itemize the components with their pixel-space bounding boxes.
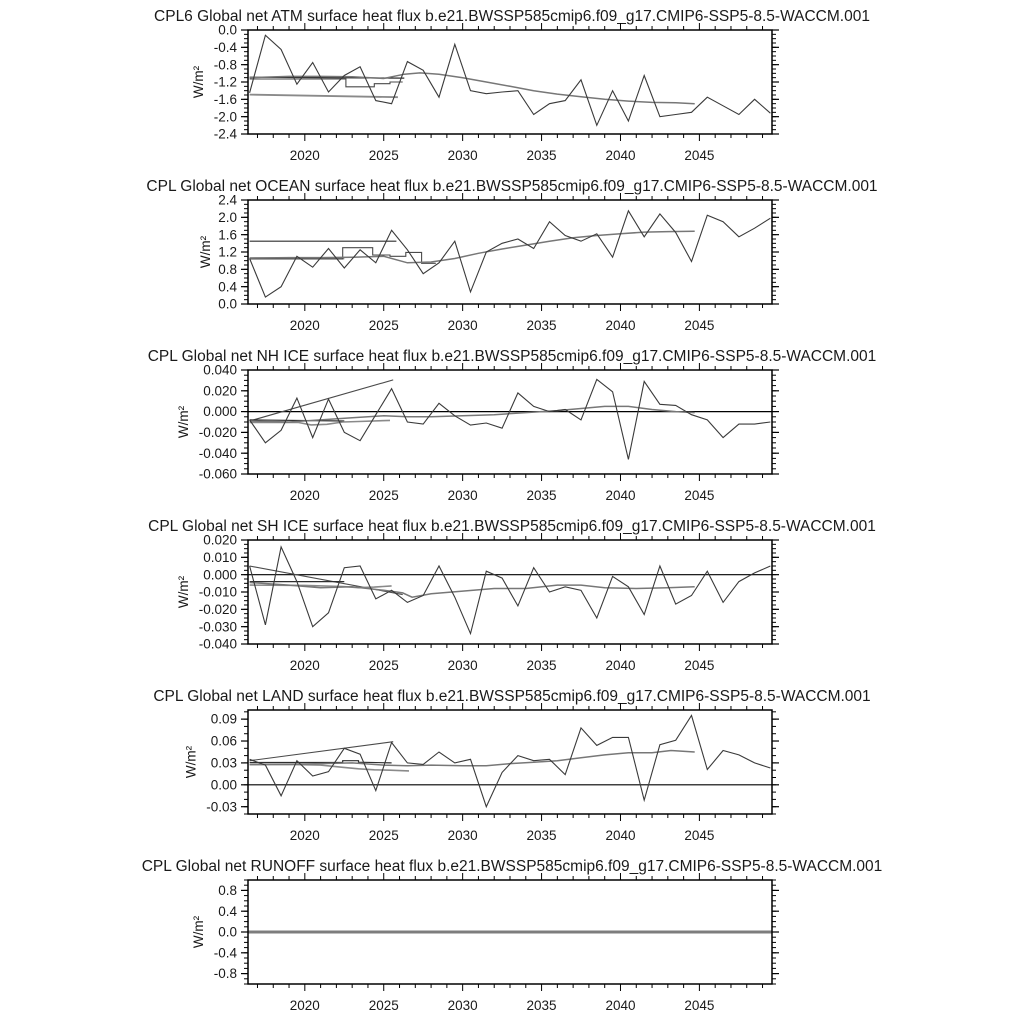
plot-frame	[248, 370, 772, 474]
x-tick-label: 2040	[605, 318, 636, 333]
chart-title: CPL Global net RUNOFF surface heat flux b.e21.BWSSP585cmip6.f09_g17.CMIP6-SSP5-8.5-WACCM.001	[141, 858, 883, 875]
y-tick-label: 1.6	[218, 227, 237, 243]
chart-plot-ocean	[0, 170, 1024, 340]
x-tick-label: 2030	[447, 318, 478, 333]
y-tick-label: -0.030	[198, 619, 237, 635]
y-tick-label: 0.4	[218, 903, 237, 919]
y-axis-units-label: W/m²	[176, 405, 192, 439]
x-tick-label: 2025	[368, 828, 399, 843]
running-mean-line	[250, 406, 695, 422]
y-axis-units-label: W/m²	[190, 65, 206, 99]
y-tick-label: 0.8	[218, 261, 237, 277]
chart-title: CPL Global net SH ICE surface heat flux b.e21.BWSSP585cmip6.f09_g17.CMIP6-SSP5-8.5-WACCM.001	[148, 518, 876, 535]
plot-frame	[248, 200, 772, 304]
y-tick-label: 0.4	[218, 279, 237, 295]
y-tick-label: 0.00	[210, 777, 237, 793]
plot-frame	[248, 30, 772, 134]
y-tick-label: -2.4	[213, 126, 237, 142]
y-tick-label: -0.03	[206, 799, 237, 815]
running-mean-line	[250, 583, 695, 598]
series-group	[248, 547, 772, 634]
x-tick-label: 2020	[289, 658, 320, 673]
x-tick-label: 2030	[447, 658, 478, 673]
x-tick-label: 2045	[684, 658, 715, 673]
chart-atm-heat-flux	[0, 0, 1024, 170]
chart-plot-atm	[0, 0, 1024, 170]
y-tick-label: 0.0	[218, 296, 237, 312]
x-tick-label: 2025	[368, 998, 399, 1013]
x-tick-label: 2035	[526, 998, 557, 1013]
annual-mean-line	[250, 716, 771, 807]
y-tick-label: 0.0	[218, 22, 237, 38]
y-tick-label: -1.2	[213, 74, 237, 90]
x-tick-label: 2030	[447, 828, 478, 843]
chart-ocean-heat-flux	[0, 170, 1024, 340]
x-tick-label: 2045	[684, 488, 715, 503]
series-group	[250, 211, 771, 297]
y-tick-label: 0.0	[218, 924, 237, 940]
x-tick-label: 2040	[605, 488, 636, 503]
x-tick-label: 2025	[368, 318, 399, 333]
y-tick-label: -0.020	[198, 425, 237, 440]
series-group	[248, 379, 772, 459]
x-tick-label: 2040	[605, 998, 636, 1013]
y-tick-label: -0.020	[198, 601, 237, 617]
x-tick-label: 2040	[605, 828, 636, 843]
trend-line	[250, 380, 394, 421]
x-tick-label: 2030	[447, 998, 478, 1013]
y-tick-label: 1.2	[218, 244, 237, 260]
y-tick-label: -2.0	[213, 109, 237, 125]
y-tick-label: 0.06	[210, 733, 237, 749]
x-tick-label: 2045	[684, 828, 715, 843]
y-tick-label: 0.000	[203, 404, 237, 420]
chart-nh-ice-heat-flux	[0, 340, 1024, 510]
y-axis-units-label: W/m²	[190, 915, 206, 949]
x-tick-label: 2035	[526, 828, 557, 843]
y-tick-label: 0.09	[210, 711, 237, 727]
x-tick-label: 2030	[447, 148, 478, 163]
y-tick-label: 0.000	[203, 567, 237, 583]
trend-line	[250, 742, 394, 761]
y-tick-label: -0.4	[213, 945, 237, 961]
x-tick-label: 2045	[684, 148, 715, 163]
x-tick-label: 2020	[289, 488, 320, 503]
chart-plot-runoff	[0, 850, 1024, 1020]
y-tick-label: -0.4	[213, 39, 237, 55]
x-tick-label: 2040	[605, 148, 636, 163]
chart-land-heat-flux	[0, 680, 1024, 850]
x-tick-label: 2020	[289, 998, 320, 1013]
y-tick-label: 0.03	[210, 755, 237, 771]
y-tick-label: -0.060	[198, 466, 237, 482]
annual-mean-line	[250, 547, 771, 634]
chart-runoff-heat-flux	[0, 850, 1024, 1020]
chart-plot-land	[0, 680, 1024, 850]
x-tick-label: 2035	[526, 148, 557, 163]
chart-title: CPL Global net OCEAN surface heat flux b.e21.BWSSP585cmip6.f09_g17.CMIP6-SSP5-8.5-WACCM.001	[146, 178, 878, 195]
y-tick-label: 2.4	[218, 192, 237, 208]
y-tick-label: 0.010	[203, 549, 237, 565]
x-tick-label: 2045	[684, 318, 715, 333]
x-tick-label: 2035	[526, 318, 557, 333]
x-tick-label: 2020	[289, 148, 320, 163]
x-tick-label: 2030	[447, 488, 478, 503]
y-tick-label: 0.8	[218, 883, 237, 898]
chart-plot-nh-ice	[0, 340, 1024, 510]
y-tick-label: 0.020	[203, 383, 237, 399]
x-tick-label: 2040	[605, 658, 636, 673]
y-axis-units-label: W/m²	[176, 575, 192, 609]
period-mean-line-b	[250, 95, 398, 98]
annual-mean-line	[250, 35, 771, 125]
y-tick-label: -0.8	[213, 57, 237, 73]
step-mean-line	[250, 79, 403, 87]
period-mean-line-a	[250, 761, 392, 763]
y-tick-label: -0.040	[198, 445, 237, 461]
chart-title: CPL Global net NH ICE surface heat flux b.e21.BWSSP585cmip6.f09_g17.CMIP6-SSP5-8.5-WACCM.001	[147, 348, 877, 365]
x-tick-label: 2035	[526, 488, 557, 503]
y-tick-label: 0.020	[203, 532, 237, 548]
y-axis-units-label: W/m²	[198, 235, 214, 269]
chart-sh-ice-heat-flux	[0, 510, 1024, 680]
series-group	[250, 35, 771, 125]
y-tick-label: -1.6	[213, 91, 237, 107]
x-tick-label: 2045	[684, 998, 715, 1013]
y-tick-label: 0.040	[203, 362, 237, 378]
x-tick-label: 2025	[368, 658, 399, 673]
x-tick-label: 2020	[289, 828, 320, 843]
y-tick-label: 2.0	[218, 209, 237, 225]
y-tick-label: -0.040	[198, 636, 237, 652]
chart-plot-sh-ice	[0, 510, 1024, 680]
y-tick-label: -0.010	[198, 584, 237, 600]
annual-mean-line	[250, 211, 771, 297]
y-tick-label: -0.8	[213, 966, 237, 982]
y-axis-units-label: W/m²	[183, 745, 199, 779]
chart-title: CPL Global net LAND surface heat flux b.e21.BWSSP585cmip6.f09_g17.CMIP6-SSP5-8.5-WACCM.001	[153, 688, 871, 705]
x-tick-label: 2035	[526, 658, 557, 673]
series-group	[248, 716, 772, 807]
x-tick-label: 2025	[368, 148, 399, 163]
x-tick-label: 2020	[289, 318, 320, 333]
running-mean-line	[250, 231, 695, 263]
x-tick-label: 2025	[368, 488, 399, 503]
chart-title: CPL6 Global net ATM surface heat flux b.e21.BWSSP585cmip6.f09_g17.CMIP6-SSP5-8.5-WACCM.001	[154, 8, 870, 25]
